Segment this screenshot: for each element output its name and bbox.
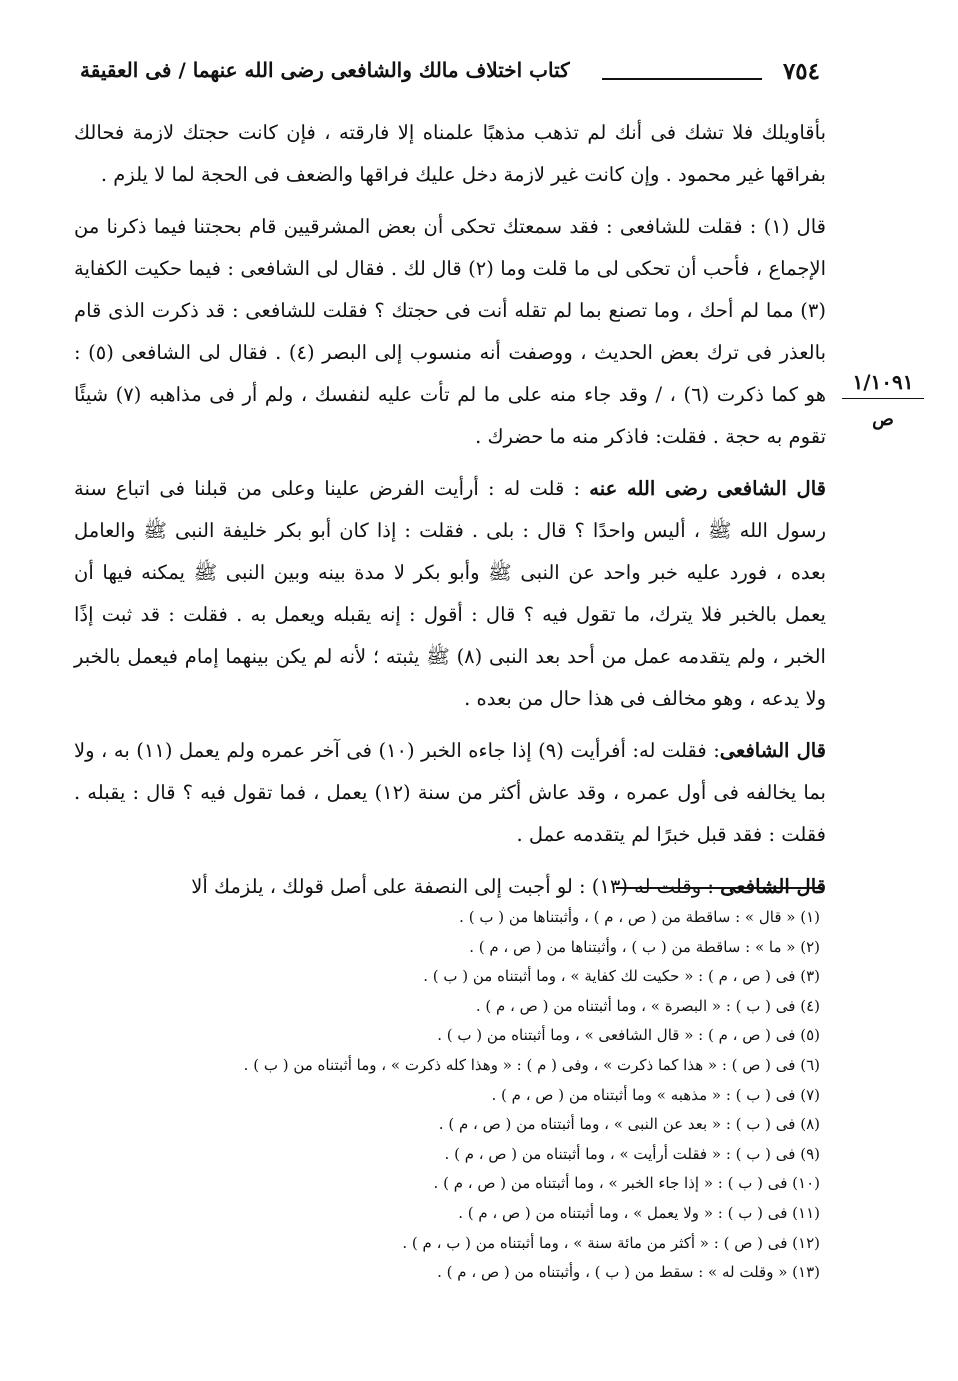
margin-note [842, 370, 924, 430]
footnote: (١١) فى ( ب ) : « ولا يعمل » ، وما أثبتناه من ( ص ، م ) . [458, 1203, 820, 1222]
footnote: (١٣) « وقلت له » : سقط من ( ب ) ، وأثبتناه من ( ص ، م ) . [437, 1263, 820, 1282]
footnote: (٢) « ما » : ساقطة من ( ب ) ، وأثبتناها من ( ص ، م ) . [469, 937, 820, 956]
paragraph-lead: قال الشافعى [719, 739, 826, 762]
footnote: (٦) فى ( ص ) : « هذا كما ذكرت » ، وفى ( م ) : « وهذا كله ذكرت » ، وما أثبتناه من ( ب ) . [243, 1055, 820, 1074]
main-text [74, 112, 826, 918]
footnote-rule [616, 887, 822, 889]
paragraph-text: قال (١) : فقلت للشافعى : فقد سمعتك تحكى أن بعض المشرقيين قام بحجتنا فيما ذكرنا من الإجماع ، فأحب أن تحكى لى ما قلت وما (٢) قال لك . فقال لى الشافعى : فيما حكيت الكفاية (٣) مما لم أحك ، وما تصنع بما لم تقله أنت فى حجتك ؟ فقلت للشافعى : قد ذكرت الذى قام بالعذر فى ترك بعض الحديث ، ووصفت أنه منسوب إلى البصر (٤) . فقال لى الشافعى (٥) : هو كما ذكرت (٦) ، / وقد جاء منه على ما لم تأت عليه لنفسك ، ولم أر فى مذاهبه (٧) شيئًا تقوم به حجة . فقلت: فاذكر منه ما حضرك . [74, 215, 826, 448]
paragraph-lead: قال الشافعى [720, 875, 826, 898]
footnote: (١٢) فى ( ص ) : « أكثر من مائة سنة » ، وما أثبتناه من ( ب ، م ) . [402, 1233, 820, 1252]
paragraph-text: بأقاويلك فلا تشك فى أنك لم تذهب مذهبًا علمناه إلا فارقته ، فإن كانت حجتك لازمة فحالك بفراقها غير محمود . وإن كانت غير لازمة دخل عليك فراقها والضعف فى الحجة لما لا يلزم . [74, 121, 826, 186]
paragraph-text: : وقلت له (١٣) : لو أجبت إلى النصفة على أصل قولك ، يلزمك ألا [191, 875, 721, 898]
footnotes [120, 903, 820, 1288]
paragraph [74, 730, 826, 856]
paragraph-text: : فقلت له: أفرأيت (٩) إذا جاءه الخبر (١٠) فى آخر عمره ولم يعمل (١١) به ، ولا بما يخالفه فى أول عمره ، وقد عاش أكثر من سنة (١٢) يعمل ، فما تقول فيه ؟ قال : يقبله . فقلت : فقد قبل خبرًا لم يتقدمه عمل . [74, 739, 826, 846]
footnote: (١) « قال » : ساقطة من ( ص ، م ) ، وأثبتناها من ( ب ) . [459, 908, 820, 926]
footnote: (٨) فى ( ب ) : « بعد عن النبى » ، وما أثبتناه من ( ص ، م ) . [438, 1115, 820, 1134]
footnote: (٥) فى ( ص ، م ) : « قال الشافعى » ، وما أثبتناه من ( ب ) . [437, 1026, 820, 1045]
paragraph-lead: قال الشافعى رضى الله عنه [589, 477, 826, 500]
margin-manuscript-siglum: ص [872, 409, 894, 430]
footnote: (٤) فى ( ب ) : « البصرة » ، وما أثبتناه من ( ص ، م ) . [475, 996, 820, 1015]
footnote: (٧) فى ( ب ) : « مذهبه » وما أثبتناه من ( ص ، م ) . [491, 1085, 820, 1104]
page-number: ٧٥٤ [782, 58, 820, 85]
running-title: كتاب اختلاف مالك والشافعى رضى الله عنهما / فى العقيقة [80, 58, 570, 82]
paragraph-text: : قلت له : أرأيت الفرض علينا وعلى من قبلنا فى اتباع سنة رسول الله ﷺ ، أليس واحدًا ؟ قال : بلى . فقلت : إذا كان أبو بكر خليفة النبى ﷺ والعامل بعده ، فورد عليه خبر واحد عن النبى ﷺ وأبو بكر لا مدة بينه وبين النبى ﷺ يمكنه فيها أن يعمل بالخبر فلا يترك، ما تقول فيه ؟ قال : أقول : إنه يقبله ويعمل به . فقلت : قد ثبت إذًا الخبر ، ولم يتقدمه عمل من أحد بعد النبى (٨) ﷺ يثبته ؛ لأنه لم يكن بينهما إمام فيعمل بالخبر ولا يدعه ، وهو مخالف فى هذا حال من بعده . [74, 477, 826, 710]
paragraph [74, 206, 826, 458]
page-header [80, 56, 820, 100]
paragraph [74, 468, 826, 720]
paragraph [74, 112, 826, 196]
header-rule [602, 78, 762, 80]
footnote: (١٠) فى ( ب ) : « إذا جاء الخبر » ، وما أثبتناه من ( ص ، م ) . [433, 1174, 820, 1193]
footnote: (٩) فى ( ب ) : « فقلت أرأيت » ، وما أثبتناه من ( ص ، م ) . [444, 1144, 820, 1163]
footnote: (٣) فى ( ص ، م ) : « حكيت لك كفاية » ، وما أثبتناه من ( ب ) . [423, 967, 820, 986]
margin-folio-reference: ١/١٠٩١ [842, 370, 924, 399]
